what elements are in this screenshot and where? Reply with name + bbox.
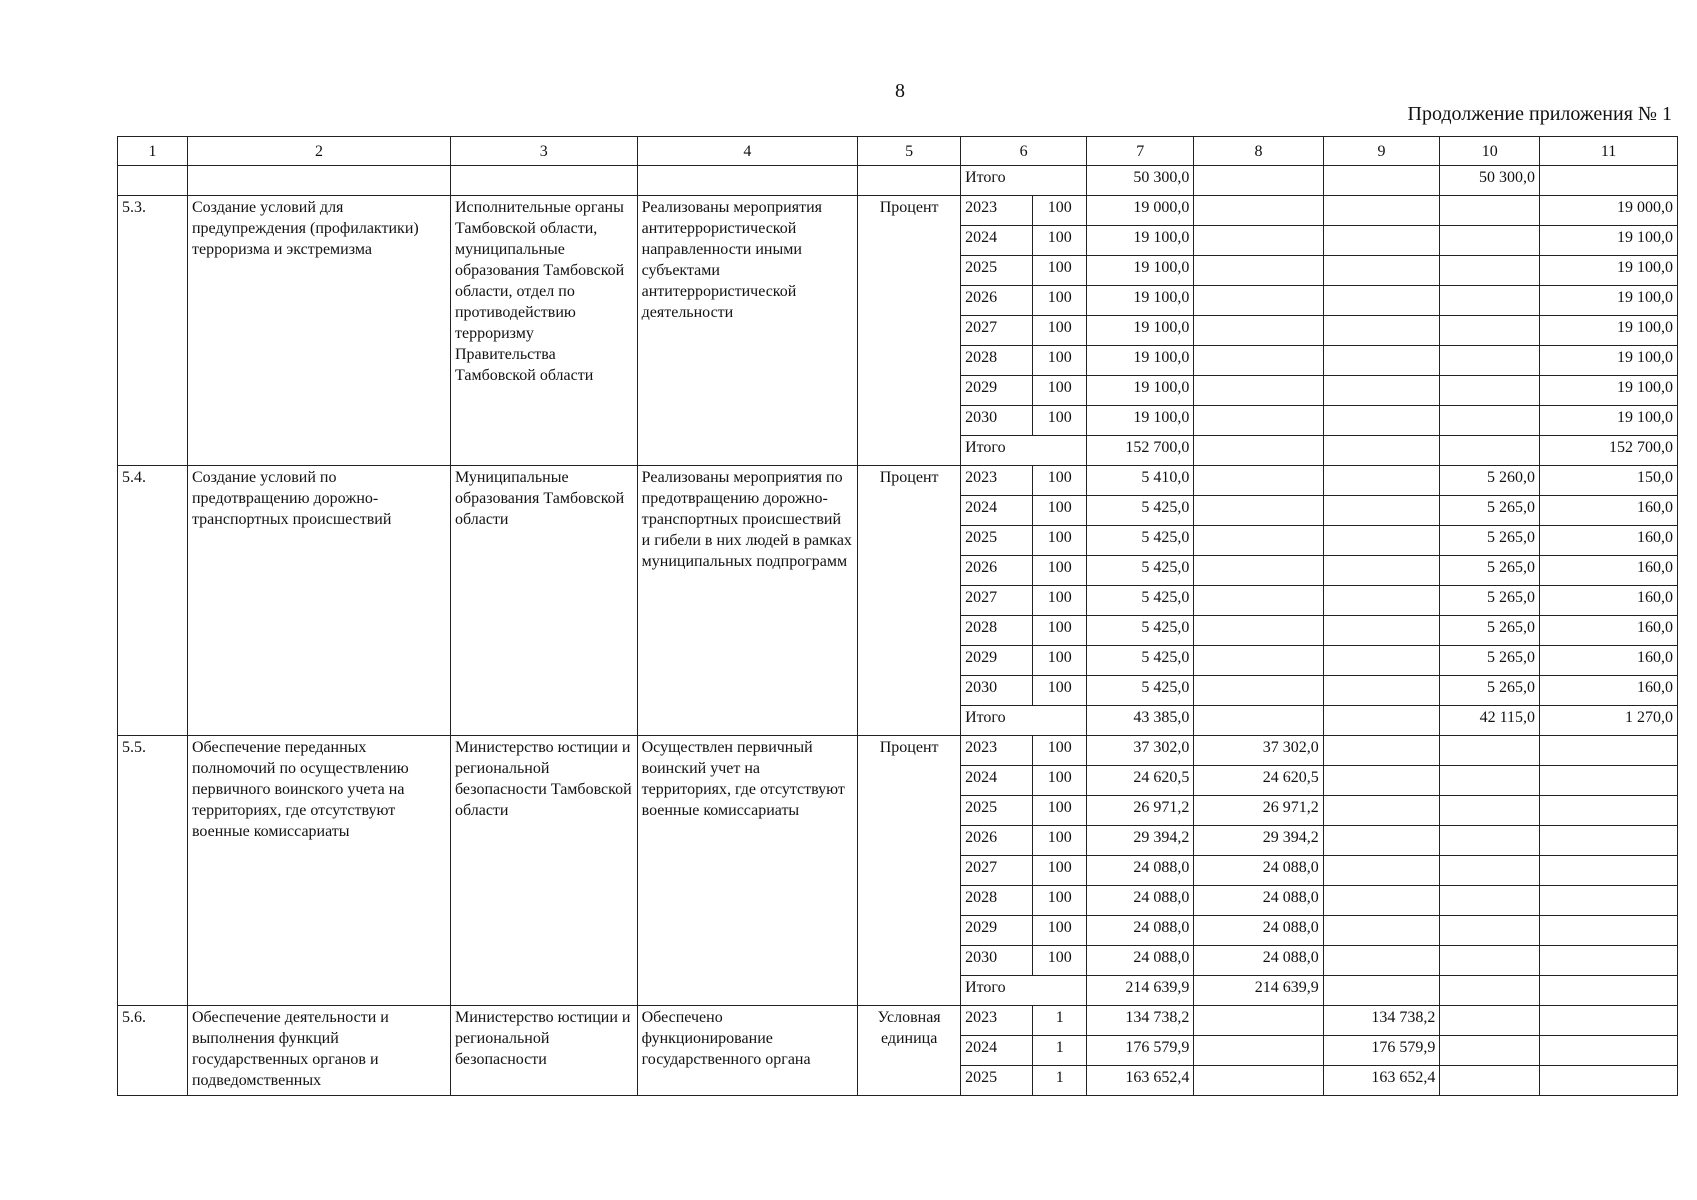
cell-indicator: 100 [1033, 586, 1087, 616]
cell-c7: 5 425,0 [1087, 526, 1194, 556]
cell-c8 [1194, 166, 1323, 196]
cell-c8 [1194, 196, 1323, 226]
cell-c9 [1323, 286, 1440, 316]
cell-c9 [1323, 526, 1440, 556]
col-header: 4 [637, 137, 858, 166]
cell-indicator: 100 [1033, 856, 1087, 886]
col-header: 1 [118, 137, 188, 166]
section-name: Обеспечение переданных полномочий по осуществлению первичного воинского учета на территориях, где отсутствуют военные комиссариаты [187, 736, 450, 1006]
col-header: 6 [961, 137, 1087, 166]
cell-c11 [1540, 166, 1678, 196]
cell-c8 [1194, 586, 1323, 616]
cell-c10 [1440, 1036, 1540, 1066]
cell-indicator: 100 [1033, 796, 1087, 826]
cell-c9 [1323, 886, 1440, 916]
col-header: 8 [1194, 137, 1323, 166]
section-name: Создание условий по предотвращению дорожно-транспортных происшествий [187, 466, 450, 736]
cell-c11: 160,0 [1540, 586, 1678, 616]
col-header: 10 [1440, 137, 1540, 166]
cell-c8 [1194, 646, 1323, 676]
cell-c11: 160,0 [1540, 526, 1678, 556]
cell-indicator: 100 [1033, 286, 1087, 316]
cell-c11: 19 100,0 [1540, 226, 1678, 256]
cell-c10 [1440, 436, 1540, 466]
cell-c7: 19 100,0 [1087, 406, 1194, 436]
cell-c7: 152 700,0 [1087, 436, 1194, 466]
cell-c7: 5 425,0 [1087, 616, 1194, 646]
cell-c9 [1323, 346, 1440, 376]
section-result: Обеспечено функционирование государственного органа [637, 1006, 858, 1096]
cell-c8: 26 971,2 [1194, 796, 1323, 826]
cell-year: 2029 [961, 646, 1033, 676]
cell-year: 2025 [961, 526, 1033, 556]
section-result: Осуществлен первичный воинский учет на территориях, где отсутствуют военные комиссариаты [637, 736, 858, 1006]
cell-c11: 19 100,0 [1540, 406, 1678, 436]
cell-c11 [1540, 766, 1678, 796]
col-header: 11 [1540, 137, 1678, 166]
cell-c7: 5 425,0 [1087, 496, 1194, 526]
cell-indicator: 100 [1033, 646, 1087, 676]
cell-c8 [1194, 1066, 1323, 1096]
cell-c8 [1194, 226, 1323, 256]
header-row [118, 137, 1678, 166]
cell-c10: 5 260,0 [1440, 466, 1540, 496]
cell-c11 [1540, 976, 1678, 1006]
cell-c8: 24 088,0 [1194, 856, 1323, 886]
cell-c11: 160,0 [1540, 676, 1678, 706]
cell-c9 [1323, 166, 1440, 196]
cell-indicator: 100 [1033, 466, 1087, 496]
cell-c7: 134 738,2 [1087, 1006, 1194, 1036]
cell-c11 [1540, 886, 1678, 916]
section-executor: Министерство юстиции и региональной безопасности [450, 1006, 637, 1096]
cell-c9 [1323, 406, 1440, 436]
cell-c9: 176 579,9 [1323, 1036, 1440, 1066]
cell-c11: 160,0 [1540, 496, 1678, 526]
col-header: 7 [1087, 137, 1194, 166]
cell-year: 2026 [961, 556, 1033, 586]
col-header: 9 [1323, 137, 1440, 166]
cell-c10 [1440, 316, 1540, 346]
cell-c9 [1323, 196, 1440, 226]
cell-c7: 5 425,0 [1087, 556, 1194, 586]
cell-c11: 19 100,0 [1540, 316, 1678, 346]
section-name: Обеспечение деятельности и выполнения функций государственных органов и подведомственных [187, 1006, 450, 1096]
cell-c7: 163 652,4 [1087, 1066, 1194, 1096]
cell-c8 [1194, 346, 1323, 376]
cell-c10: 42 115,0 [1440, 706, 1540, 736]
cell-year: 2028 [961, 346, 1033, 376]
cell-c9 [1323, 436, 1440, 466]
cell-c9 [1323, 616, 1440, 646]
cell-c11 [1540, 1066, 1678, 1096]
cell-indicator: 100 [1033, 376, 1087, 406]
section-executor: Министерство юстиции и региональной безопасности Тамбовской области [450, 736, 637, 1006]
cell-c8 [1194, 406, 1323, 436]
section-code: 5.5. [118, 736, 188, 1006]
section-unit: Процент [858, 736, 961, 1006]
cell-indicator: 100 [1033, 496, 1087, 526]
cell-c8 [1194, 556, 1323, 586]
cell-c10 [1440, 376, 1540, 406]
cell-c11: 19 100,0 [1540, 376, 1678, 406]
cell-indicator: 1 [1033, 1036, 1087, 1066]
cell-c7: 26 971,2 [1087, 796, 1194, 826]
cell-indicator: 100 [1033, 346, 1087, 376]
cell-indicator: 100 [1033, 886, 1087, 916]
cell-c8: 24 088,0 [1194, 886, 1323, 916]
cell-indicator: 100 [1033, 256, 1087, 286]
cell-indicator: 100 [1033, 526, 1087, 556]
cell-c7: 29 394,2 [1087, 826, 1194, 856]
cell-indicator: 100 [1033, 766, 1087, 796]
cell-year: 2024 [961, 766, 1033, 796]
cell-c10 [1440, 1066, 1540, 1096]
cell-c11: 1 270,0 [1540, 706, 1678, 736]
cell-c7: 24 620,5 [1087, 766, 1194, 796]
table-row [118, 736, 1678, 766]
cell-c10 [1440, 976, 1540, 1006]
cell-c8 [1194, 526, 1323, 556]
cell-year: 2023 [961, 196, 1033, 226]
cell-c10: 5 265,0 [1440, 496, 1540, 526]
cell-c9 [1323, 946, 1440, 976]
cell-c7: 43 385,0 [1087, 706, 1194, 736]
cell-c10 [1440, 766, 1540, 796]
cell-c9 [1323, 826, 1440, 856]
cell-c8 [1194, 256, 1323, 286]
cell-c10 [1440, 916, 1540, 946]
cell-c10 [1440, 826, 1540, 856]
cell-c7: 5 425,0 [1087, 676, 1194, 706]
cell-c8: 37 302,0 [1194, 736, 1323, 766]
cell-indicator: 100 [1033, 226, 1087, 256]
cell-c9: 134 738,2 [1323, 1006, 1440, 1036]
cell-year: 2024 [961, 226, 1033, 256]
cell-c8 [1194, 1006, 1323, 1036]
cell-year: 2025 [961, 796, 1033, 826]
cell-c7: 24 088,0 [1087, 856, 1194, 886]
cell-year: 2026 [961, 826, 1033, 856]
cell-c10 [1440, 196, 1540, 226]
cell-c9 [1323, 226, 1440, 256]
cell-c9 [1323, 586, 1440, 616]
cell-c10 [1440, 946, 1540, 976]
cell-year: 2026 [961, 286, 1033, 316]
cell-indicator: 100 [1033, 946, 1087, 976]
cell-c7: 5 425,0 [1087, 646, 1194, 676]
col-header: 2 [187, 137, 450, 166]
cell-c7: 24 088,0 [1087, 886, 1194, 916]
cell-c8 [1194, 706, 1323, 736]
cell-c9 [1323, 256, 1440, 286]
cell-c7: 24 088,0 [1087, 916, 1194, 946]
cell-c10 [1440, 226, 1540, 256]
cell-indicator: 100 [1033, 556, 1087, 586]
table-row [118, 1006, 1678, 1036]
cell-c8 [1194, 286, 1323, 316]
section-unit: Процент [858, 196, 961, 466]
cell-year: 2030 [961, 946, 1033, 976]
cell-c9 [1323, 916, 1440, 946]
cell-year: 2030 [961, 406, 1033, 436]
cell-c9 [1323, 706, 1440, 736]
cell-year: 2024 [961, 1036, 1033, 1066]
cell-c8: 214 639,9 [1194, 976, 1323, 1006]
page-number: 8 [895, 80, 905, 102]
cell-c9 [1323, 496, 1440, 526]
total-label: Итого [961, 706, 1087, 736]
cell-c11: 19 000,0 [1540, 196, 1678, 226]
cell-c10 [1440, 406, 1540, 436]
cell-c8 [1194, 466, 1323, 496]
cell-c11: 150,0 [1540, 466, 1678, 496]
cell-year: 2027 [961, 586, 1033, 616]
cell-c10: 5 265,0 [1440, 526, 1540, 556]
total-label: Итого [961, 436, 1087, 466]
cell-c10 [1440, 346, 1540, 376]
cell-c10 [1440, 886, 1540, 916]
cell-c9 [1323, 796, 1440, 826]
cell-c11 [1540, 946, 1678, 976]
table-row [118, 466, 1678, 496]
cell-c11: 19 100,0 [1540, 286, 1678, 316]
cell-c9 [1323, 556, 1440, 586]
cell-c9 [1323, 466, 1440, 496]
cell-c10 [1440, 796, 1540, 826]
section-executor: Исполнительные органы Тамбовской области, муниципальные образования Тамбовской области, отдел по противодействию терроризму Правительства Тамбовской области [450, 196, 637, 466]
cell-c8 [1194, 436, 1323, 466]
cell-year: 2029 [961, 916, 1033, 946]
cell-c9: 163 652,4 [1323, 1066, 1440, 1096]
cell-c7: 19 000,0 [1087, 196, 1194, 226]
cell-c9 [1323, 676, 1440, 706]
cell-c10: 5 265,0 [1440, 676, 1540, 706]
cell-indicator: 1 [1033, 1006, 1087, 1036]
table-row [118, 196, 1678, 226]
cell-indicator: 100 [1033, 916, 1087, 946]
cell-year: 2030 [961, 676, 1033, 706]
col-header: 3 [450, 137, 637, 166]
cell-c11 [1540, 1006, 1678, 1036]
cell-c11: 160,0 [1540, 646, 1678, 676]
cell-c7: 50 300,0 [1087, 166, 1194, 196]
cell-c9 [1323, 766, 1440, 796]
cell-c11: 19 100,0 [1540, 346, 1678, 376]
cell-c7: 5 410,0 [1087, 466, 1194, 496]
cell-year: 2025 [961, 1066, 1033, 1096]
cell-c8: 24 088,0 [1194, 946, 1323, 976]
cell-c10: 50 300,0 [1440, 166, 1540, 196]
cell-c11: 152 700,0 [1540, 436, 1678, 466]
cell-c10: 5 265,0 [1440, 616, 1540, 646]
cell-c9 [1323, 856, 1440, 886]
cell-c8 [1194, 496, 1323, 526]
cell-c7: 19 100,0 [1087, 376, 1194, 406]
col-header: 5 [858, 137, 961, 166]
cell-c11 [1540, 856, 1678, 886]
cell-c11: 19 100,0 [1540, 256, 1678, 286]
cell-c8 [1194, 316, 1323, 346]
section-unit: Процент [858, 466, 961, 736]
section-unit: Условная единица [858, 1006, 961, 1096]
cell-c7: 37 302,0 [1087, 736, 1194, 766]
section-code: 5.3. [118, 196, 188, 466]
cell-indicator: 100 [1033, 196, 1087, 226]
cell-indicator: 1 [1033, 1066, 1087, 1096]
cell-c8: 29 394,2 [1194, 826, 1323, 856]
cell-c7: 5 425,0 [1087, 586, 1194, 616]
cell-indicator: 100 [1033, 616, 1087, 646]
cell-c11 [1540, 796, 1678, 826]
cell-c7: 19 100,0 [1087, 316, 1194, 346]
cell-c11 [1540, 826, 1678, 856]
cell-c11 [1540, 736, 1678, 766]
section-name: Создание условий для предупреждения (профилактики) терроризма и экстремизма [187, 196, 450, 466]
cell-year: 2023 [961, 736, 1033, 766]
section-code: 5.6. [118, 1006, 188, 1096]
cell-c10 [1440, 856, 1540, 886]
cell-c8: 24 088,0 [1194, 916, 1323, 946]
cell-c10: 5 265,0 [1440, 556, 1540, 586]
cell-indicator: 100 [1033, 316, 1087, 346]
cell-year: 2025 [961, 256, 1033, 286]
cell-c7: 19 100,0 [1087, 226, 1194, 256]
continuation-caption: Продолжение приложения № 1 [1407, 103, 1672, 125]
cell-year: 2028 [961, 886, 1033, 916]
cell-c7: 176 579,9 [1087, 1036, 1194, 1066]
cell-c7: 24 088,0 [1087, 946, 1194, 976]
cell-indicator: 100 [1033, 826, 1087, 856]
cell-c10: 5 265,0 [1440, 646, 1540, 676]
cell-c7: 19 100,0 [1087, 286, 1194, 316]
cell-year: 2029 [961, 376, 1033, 406]
cell-c11: 160,0 [1540, 556, 1678, 586]
cell-c10 [1440, 286, 1540, 316]
cell-c10 [1440, 736, 1540, 766]
cell-year: 2023 [961, 466, 1033, 496]
cell-year: 2028 [961, 616, 1033, 646]
cell-year: 2023 [961, 1006, 1033, 1036]
cell-c10: 5 265,0 [1440, 586, 1540, 616]
program-table [117, 136, 1678, 1096]
cell-indicator: 100 [1033, 676, 1087, 706]
cell-indicator: 100 [1033, 736, 1087, 766]
top-total-row [118, 166, 1678, 196]
cell-c10 [1440, 256, 1540, 286]
cell-c11: 160,0 [1540, 616, 1678, 646]
cell-c10 [1440, 1006, 1540, 1036]
section-result: Реализованы мероприятия по предотвращению дорожно-транспортных происшествий и гибели в них людей в рамках муниципальных подпрограмм [637, 466, 858, 736]
cell-c9 [1323, 376, 1440, 406]
cell-c8 [1194, 1036, 1323, 1066]
cell-c7: 19 100,0 [1087, 346, 1194, 376]
cell-c8 [1194, 676, 1323, 706]
cell-year: 2027 [961, 316, 1033, 346]
cell-c8 [1194, 616, 1323, 646]
cell-c7: 19 100,0 [1087, 256, 1194, 286]
section-executor: Муниципальные образования Тамбовской области [450, 466, 637, 736]
cell-c11 [1540, 1036, 1678, 1066]
cell-c9 [1323, 976, 1440, 1006]
cell-c8: 24 620,5 [1194, 766, 1323, 796]
cell-c9 [1323, 646, 1440, 676]
total-label: Итого [961, 166, 1087, 196]
total-label: Итого [961, 976, 1087, 1006]
cell-c7: 214 639,9 [1087, 976, 1194, 1006]
cell-c8 [1194, 376, 1323, 406]
cell-year: 2024 [961, 496, 1033, 526]
cell-indicator: 100 [1033, 406, 1087, 436]
cell-year: 2027 [961, 856, 1033, 886]
cell-c11 [1540, 916, 1678, 946]
section-code: 5.4. [118, 466, 188, 736]
cell-c9 [1323, 316, 1440, 346]
cell-c9 [1323, 736, 1440, 766]
section-result: Реализованы мероприятия антитеррористической направленности иными субъектами антитеррористической деятельности [637, 196, 858, 466]
